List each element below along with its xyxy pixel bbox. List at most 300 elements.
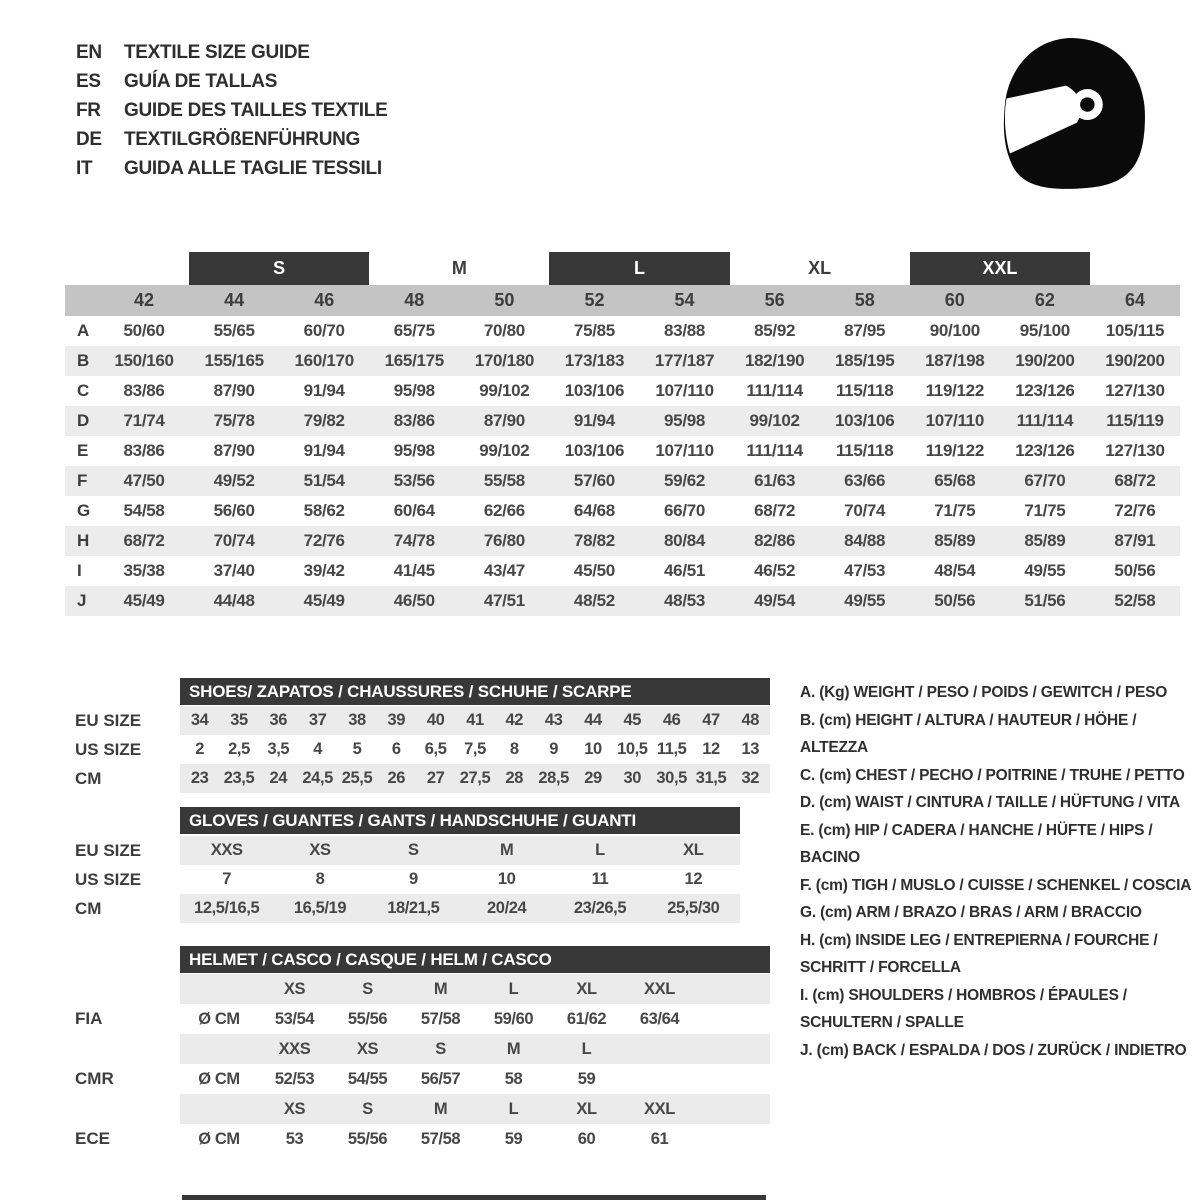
value-cell: 26	[387, 769, 406, 787]
row-label	[75, 974, 180, 1004]
size-cell: 50/56	[934, 591, 976, 610]
size-band-xxl: XXL	[910, 252, 1090, 285]
size-cell: 107/110	[925, 411, 984, 430]
language-code: ES	[76, 70, 101, 92]
value-cell: 60	[577, 1129, 596, 1148]
value-cell: 4	[313, 740, 323, 758]
size-cell: 103/106	[835, 411, 895, 430]
size-cell: 123/126	[1015, 441, 1075, 460]
helmet-values-row	[75, 1124, 770, 1154]
size-cell: 95/100	[1019, 321, 1070, 340]
size-cell: 75/85	[573, 321, 615, 340]
value-cell: 53/54	[274, 1009, 315, 1028]
textile-size-table	[65, 252, 1180, 616]
value-cell: 47	[702, 711, 720, 729]
value-cell: 35	[230, 711, 248, 729]
helmet-sizes	[180, 1034, 770, 1064]
helmet-values	[180, 1124, 770, 1154]
size-cell: 87/95	[844, 321, 886, 340]
size-cell: 76/80	[483, 531, 525, 550]
size-cell: 59/62	[664, 471, 706, 490]
value-cell: 58	[504, 1069, 523, 1088]
standard-label: FIA	[75, 1009, 103, 1028]
size-cell: 111/114	[1016, 411, 1074, 430]
size-cell: 105/115	[1105, 321, 1165, 340]
helmet-values-row	[75, 1064, 770, 1094]
size-cell: 64/68	[573, 501, 615, 520]
table-row	[65, 556, 1180, 586]
size-cell: 190/200	[1015, 351, 1075, 370]
size-column-header: 46	[314, 290, 335, 310]
size-cell: 46/51	[664, 561, 706, 580]
size-cell: 56/60	[213, 501, 255, 520]
value-cell: 57/58	[420, 1129, 461, 1148]
row-values	[180, 894, 740, 923]
size-cell: 60/64	[393, 501, 435, 520]
helmet-table	[75, 974, 770, 1154]
value-cell: 54/55	[347, 1069, 388, 1088]
legend-item: E. (cm) HIP / CADERA / HANCHE / HÜFTE / HIPS / BACINO	[800, 821, 1153, 866]
size-cell: 87/91	[1114, 531, 1156, 550]
size-cell: 99/102	[479, 381, 530, 400]
value-cell: 2	[195, 740, 205, 758]
size-cell: 91/94	[303, 441, 345, 460]
size-cell: 61/63	[754, 471, 796, 490]
value-cell: 10	[497, 870, 516, 888]
value-cell: 18/21,5	[387, 899, 440, 917]
value-cell: 57/58	[420, 1009, 461, 1028]
value-cell: 24	[269, 769, 288, 787]
racing-helmet-icon	[982, 28, 1160, 200]
helmet-size-header: M	[506, 1039, 521, 1058]
legend-item: B. (cm) HEIGHT / ALTURA / HAUTEUR / HÖHE / ALTEZZA	[800, 711, 1137, 756]
size-cell: 115/118	[835, 441, 894, 460]
table-row	[65, 316, 1180, 346]
size-cell: 91/94	[303, 381, 345, 400]
value-cell: 29	[584, 769, 602, 787]
value-cell: 13	[741, 740, 760, 758]
unit-cell: Ø CM	[198, 1069, 240, 1088]
table-row	[65, 466, 1180, 496]
size-band-row	[65, 252, 1180, 285]
size-column-header: 42	[134, 290, 155, 310]
size-cell: 45/50	[573, 561, 615, 580]
size-cell: 68/72	[1114, 471, 1156, 490]
value-cell: 28	[505, 769, 524, 787]
row-letter: D	[77, 411, 89, 430]
size-cell: 127/130	[1105, 441, 1165, 460]
size-cell: 185/195	[835, 351, 895, 370]
size-cell: 58/62	[303, 501, 345, 520]
value-cell: S	[408, 841, 419, 859]
value-cell: 42	[505, 711, 524, 729]
helmet-sizes-row	[75, 1034, 770, 1064]
size-cell: 45/49	[303, 591, 345, 610]
size-cell: 165/175	[384, 351, 444, 370]
size-cell: 79/82	[303, 411, 345, 430]
language-code: EN	[76, 41, 102, 63]
value-cell: 59	[577, 1069, 596, 1088]
size-cell: 62/66	[483, 501, 525, 520]
helmet-size-header: S	[435, 1039, 446, 1058]
helmet-sizes	[180, 974, 770, 1004]
size-cell: 55/65	[213, 321, 255, 340]
standard-label: CMR	[75, 1069, 114, 1088]
size-column-header: 50	[494, 290, 515, 310]
size-cell: 173/183	[564, 351, 625, 370]
size-cell: 91/94	[573, 411, 615, 430]
value-cell: 61	[650, 1129, 669, 1148]
size-cell: 70/74	[844, 501, 886, 520]
unit-cell: Ø CM	[198, 1129, 240, 1148]
value-cell: L	[595, 841, 605, 859]
size-number-header-row	[65, 285, 1180, 316]
value-cell: 7,5	[464, 740, 486, 758]
value-cell: 16,5/19	[293, 899, 347, 917]
value-cell: 59	[504, 1129, 523, 1148]
helmet-values-row	[75, 1004, 770, 1034]
size-cell: 95/98	[393, 441, 435, 460]
size-cell: 99/102	[749, 411, 800, 430]
gloves-title: GLOVES / GUANTES / GANTS / HANDSCHUHE / GUANTI	[189, 810, 636, 830]
size-column-header: 44	[224, 290, 245, 310]
size-cell: 99/102	[479, 441, 530, 460]
value-cell: XL	[683, 841, 704, 859]
size-cell: 46/52	[754, 561, 796, 580]
value-cell: 10,5	[617, 740, 648, 758]
helmet-sizes	[180, 1094, 770, 1124]
value-cell: 46	[662, 711, 681, 729]
value-cell: 44	[584, 711, 602, 729]
size-cell: 66/70	[664, 501, 706, 520]
value-cell: 9	[549, 740, 559, 758]
size-cell: 85/89	[934, 531, 976, 550]
size-cell: 71/75	[1024, 501, 1066, 520]
size-column-header: 64	[1124, 290, 1145, 310]
value-cell: 36	[269, 711, 288, 729]
size-cell: 182/190	[744, 351, 805, 370]
size-cell: 72/76	[1114, 501, 1156, 520]
value-cell: 28,5	[538, 769, 569, 787]
size-cell: 35/38	[123, 561, 165, 580]
size-cell: 170/180	[474, 351, 535, 370]
value-cell: XS	[309, 841, 331, 859]
size-cell: 78/82	[573, 531, 615, 550]
shoes-title: SHOES/ ZAPATOS / CHAUSSURES / SCHUHE / SCARPE	[189, 681, 632, 701]
size-cell: 68/72	[123, 531, 165, 550]
helmet-size-header: XXL	[644, 1099, 675, 1118]
legend-item: F. (cm) TIGH / MUSLO / CUISSE / SCHENKEL / COSCIA	[800, 876, 1192, 894]
section-row	[75, 865, 740, 894]
row-values	[180, 706, 770, 735]
size-cell: 187/198	[925, 351, 985, 370]
table-row	[65, 436, 1180, 466]
shoes-title-bar	[180, 678, 770, 705]
row-label	[75, 1034, 180, 1064]
legend-item: G. (cm) ARM / BRAZO / BRAS / ARM / BRACCIO	[800, 904, 1142, 921]
size-cell: 48/54	[934, 561, 976, 580]
language-row	[76, 125, 387, 154]
language-row	[76, 67, 387, 96]
guide-title: TEXTILE SIZE GUIDE	[124, 41, 310, 63]
value-cell: 27	[426, 769, 445, 787]
helmet-size-header: M	[433, 1099, 448, 1118]
size-cell: 44/48	[213, 591, 255, 610]
size-column-header: 54	[674, 290, 695, 310]
helmet-size-header: XS	[283, 1099, 306, 1118]
row-letter: C	[77, 381, 89, 400]
size-cell: 107/110	[655, 441, 714, 460]
value-cell: 12	[684, 870, 703, 888]
row-letter: I	[77, 561, 82, 580]
row-letter: B	[77, 351, 89, 370]
size-cell: 85/92	[754, 321, 796, 340]
value-cell: 30	[623, 769, 642, 787]
size-column-header: 62	[1034, 290, 1055, 310]
helmet-values	[180, 1004, 770, 1034]
language-row	[76, 154, 387, 183]
size-cell: 52/58	[1114, 591, 1156, 610]
size-cell: 90/100	[929, 321, 980, 340]
size-cell: 49/55	[1024, 561, 1066, 580]
size-cell: 53/56	[393, 471, 435, 490]
row-letter: F	[77, 471, 88, 490]
size-cell: 65/68	[934, 471, 976, 490]
helmet-size-header: XS	[356, 1039, 379, 1058]
size-cell: 71/74	[123, 411, 165, 430]
value-cell: 37	[308, 711, 327, 729]
value-cell: 56/57	[420, 1069, 461, 1088]
size-cell: 43/47	[483, 561, 525, 580]
value-cell: M	[499, 841, 514, 859]
row-label: US SIZE	[75, 739, 142, 759]
section-row	[75, 836, 740, 865]
size-column-header: 60	[944, 290, 965, 310]
value-cell: 61/62	[566, 1009, 607, 1028]
size-cell: 47/50	[123, 471, 165, 490]
helmet-size-header: XS	[283, 979, 306, 998]
size-cell: 95/98	[393, 381, 435, 400]
size-cell: 82/86	[754, 531, 796, 550]
value-cell: 23/26,5	[573, 899, 627, 917]
size-cell: 119/122	[925, 441, 984, 460]
helmet-size-header: XXL	[644, 979, 675, 998]
value-cell: XXS	[210, 841, 243, 859]
size-cell: 48/52	[573, 591, 615, 610]
value-cell: 11	[591, 870, 609, 888]
value-cell: 40	[426, 711, 445, 729]
helmet-sizes-row	[75, 1094, 770, 1124]
helmet-size-header: L	[581, 1039, 592, 1058]
helmet-size-header: M	[433, 979, 448, 998]
size-cell: 85/89	[1024, 531, 1066, 550]
size-cell: 127/130	[1105, 381, 1165, 400]
size-column-header: 58	[854, 290, 875, 310]
value-cell: 12,5/16,5	[194, 899, 260, 917]
row-label: EU SIZE	[75, 840, 142, 860]
value-cell: 55/56	[347, 1009, 388, 1028]
value-cell: 34	[190, 711, 209, 729]
value-cell: 3,5	[267, 740, 290, 758]
value-cell: 25,5	[341, 769, 373, 787]
size-cell: 46/50	[393, 591, 435, 610]
language-row	[76, 96, 387, 125]
helmet-title-bar	[180, 946, 770, 973]
row-values	[180, 735, 770, 764]
standard-label: ECE	[75, 1129, 110, 1148]
helmet-size-header: S	[362, 979, 373, 998]
size-cell: 160/170	[294, 351, 354, 370]
value-cell: 10	[584, 740, 602, 758]
helmet-size-header: XXS	[278, 1039, 311, 1058]
size-cell: 70/80	[483, 321, 525, 340]
size-cell: 65/75	[393, 321, 435, 340]
legend-item: C. (cm) CHEST / PECHO / POITRINE / TRUHE / PETTO	[800, 766, 1185, 784]
legend-item: J. (cm) BACK / ESPALDA / DOS / ZURÜCK / INDIETRO	[800, 1041, 1187, 1059]
size-column-header: 56	[764, 290, 785, 310]
size-cell: 63/66	[844, 471, 886, 490]
size-cell: 67/70	[1024, 471, 1066, 490]
size-cell: 37/40	[213, 561, 255, 580]
value-cell: 59/60	[493, 1009, 534, 1028]
value-cell: 20/24	[487, 899, 527, 917]
row-letter: E	[77, 441, 89, 460]
size-cell: 72/76	[303, 531, 345, 550]
value-cell: 8	[315, 870, 325, 888]
measurement-legend	[800, 679, 1192, 1064]
size-cell: 50/56	[1114, 561, 1156, 580]
size-cell: 50/60	[123, 321, 165, 340]
value-cell: 11,5	[656, 740, 687, 758]
size-cell: 68/72	[754, 501, 796, 520]
size-cell: 41/45	[393, 561, 435, 580]
section-row	[75, 764, 770, 793]
value-cell: 63/64	[639, 1009, 680, 1028]
size-band-xl: XL	[808, 258, 832, 278]
size-cell: 48/53	[664, 591, 706, 610]
section-row	[75, 706, 770, 735]
size-cell: 49/55	[844, 591, 886, 610]
size-cell: 95/98	[664, 411, 706, 430]
size-cell: 190/200	[1105, 351, 1165, 370]
size-cell: 55/58	[483, 471, 525, 490]
size-cell: 177/187	[654, 351, 715, 370]
value-cell: 24,5	[302, 769, 333, 787]
size-cell: 155/165	[204, 351, 264, 370]
value-cell: 55/56	[347, 1129, 388, 1148]
size-cell: 111/114	[746, 381, 803, 400]
section-row	[75, 735, 770, 764]
value-cell: 52/53	[274, 1069, 315, 1088]
size-cell: 115/119	[1106, 411, 1164, 430]
size-cell: 54/58	[123, 501, 165, 520]
value-cell: 12	[702, 740, 720, 758]
size-cell: 103/106	[564, 381, 625, 400]
size-cell: 103/106	[564, 441, 625, 460]
table-row	[65, 376, 1180, 406]
value-cell: 23,5	[223, 769, 255, 787]
legend-item: A. (Kg) WEIGHT / PESO / POIDS / GEWITCH / PESO	[800, 684, 1168, 701]
value-cell: 2,5	[228, 740, 250, 758]
value-cell: 23	[190, 769, 209, 787]
size-cell: 45/49	[123, 591, 165, 610]
guide-title: GUIDE DES TAILLES TEXTILE	[124, 99, 388, 121]
helmet-size-header: XL	[576, 1099, 597, 1118]
unit-cell: Ø CM	[198, 1009, 240, 1028]
row-letter: G	[77, 501, 90, 520]
size-cell: 71/75	[934, 501, 976, 520]
language-row	[76, 38, 387, 67]
value-cell: 5	[352, 740, 362, 758]
helmet-size-header: S	[362, 1099, 373, 1118]
size-cell: 87/90	[213, 381, 255, 400]
row-letter: A	[77, 321, 89, 340]
value-cell: 9	[408, 870, 418, 888]
size-band-l: L	[549, 252, 729, 285]
helmet-size-header: XL	[576, 979, 597, 998]
size-cell: 83/86	[393, 411, 435, 430]
size-cell: 70/74	[213, 531, 255, 550]
size-cell: 74/78	[393, 531, 435, 550]
size-cell: 83/88	[664, 321, 706, 340]
size-cell: 51/56	[1024, 591, 1066, 610]
size-band-s: S	[189, 252, 369, 285]
value-cell: 6	[391, 740, 401, 758]
table-row	[65, 496, 1180, 526]
value-cell: 8	[509, 740, 519, 758]
size-cell: 115/118	[835, 381, 894, 400]
measurement-rows	[65, 316, 1180, 616]
size-band-m: M	[451, 258, 467, 278]
value-cell: 43	[544, 711, 563, 729]
helmet-title: HELMET / CASCO / CASQUE / HELM / CASCO	[189, 949, 552, 969]
shoes-table	[75, 706, 770, 793]
size-cell: 47/51	[483, 591, 525, 610]
size-cell: 111/114	[746, 441, 803, 460]
size-cell: 123/126	[1015, 381, 1075, 400]
corner-cell	[65, 285, 99, 316]
value-cell: 38	[348, 711, 366, 729]
row-label	[75, 1094, 180, 1124]
size-cell: 107/110	[655, 381, 714, 400]
table-row	[65, 406, 1180, 436]
language-code: IT	[76, 157, 93, 179]
size-cell: 39/42	[303, 561, 345, 580]
cutoff-next-section-bar	[182, 1195, 766, 1200]
language-code: FR	[76, 99, 101, 121]
value-cell: 7	[222, 870, 232, 888]
legend-item: D. (cm) WAIST / CINTURA / TAILLE / HÜFTUNG / VITA	[800, 794, 1180, 811]
size-cell: 83/86	[123, 381, 165, 400]
size-cell: 47/53	[844, 561, 886, 580]
row-label: CM	[75, 768, 102, 788]
size-cell: 49/52	[213, 471, 255, 490]
helmet-size-header: L	[508, 979, 519, 998]
table-row	[65, 526, 1180, 556]
size-cell: 150/160	[114, 351, 174, 370]
value-cell: 45	[623, 711, 642, 729]
size-cell: 119/122	[925, 381, 984, 400]
language-code: DE	[76, 128, 102, 150]
gloves-table	[75, 836, 740, 923]
row-label: CM	[75, 898, 102, 918]
size-cell: 51/54	[303, 471, 345, 490]
guide-title: TEXTILGRÖßENFÜHRUNG	[124, 128, 361, 150]
language-title-list	[76, 38, 387, 183]
size-cell: 75/78	[213, 411, 255, 430]
size-cell: 60/70	[303, 321, 345, 340]
size-cell: 83/86	[123, 441, 165, 460]
